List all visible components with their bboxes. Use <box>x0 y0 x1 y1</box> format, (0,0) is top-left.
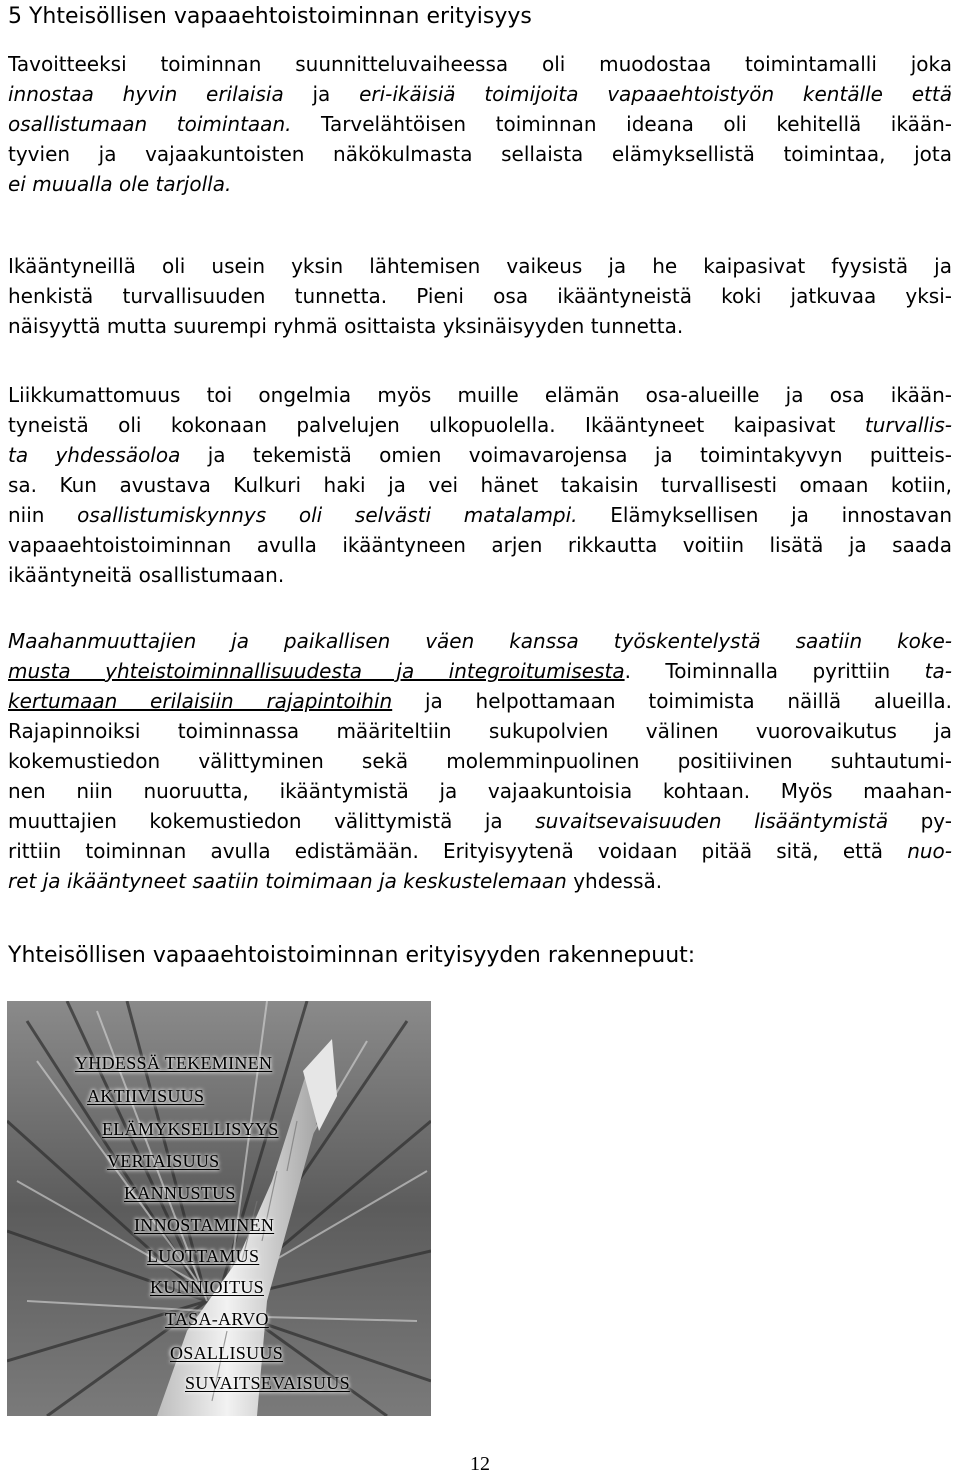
building-block-word: SUVAITSEVAISUUS <box>185 1373 350 1393</box>
paragraph-line <box>8 746 952 776</box>
text-run: niin <box>8 503 78 527</box>
paragraph-line <box>8 560 952 590</box>
emphasis-text: osallistumiskynnys oli selvästi matalampi. <box>77 503 578 527</box>
text-run: nen niin nuoruutta, ikääntymistä ja vajaakuntoisia kohtaan. Myös maahan- <box>8 779 952 803</box>
text-run: Tavoitteeksi toiminnan suunnitteluvaiheessa oli muodostaa toimintamalli joka <box>8 52 952 76</box>
emphasis-text: nuo- <box>907 839 952 863</box>
paragraph-line <box>8 626 952 656</box>
emphasis-text: musta yhteistoiminnallisuudesta ja integroitumisesta <box>8 659 625 683</box>
text-run: tyneistä oli kokonaan palvelujen ulkopuolella. Ikääntyneet kaipasivat <box>8 413 865 437</box>
building-block-word: KUNNIOITUS <box>150 1277 264 1297</box>
emphasis-text: ta- <box>924 659 952 683</box>
paragraph-line <box>8 281 952 311</box>
building-blocks-heading: Yhteisöllisen vapaaehtoistoiminnan erityisyyden rakennepuut: <box>8 943 696 968</box>
paragraph-line <box>8 716 952 746</box>
emphasis-text: ei muualla ole tarjolla. <box>8 172 232 196</box>
building-block-word: OSALLISUUS <box>170 1343 284 1363</box>
paragraph-line <box>8 686 952 716</box>
paragraph-line <box>8 251 952 281</box>
text-run: Rajapinnoiksi toiminnassa määriteltiin sukupolvien välinen vuorovaikutus ja <box>8 719 952 743</box>
text-run: . Toiminnalla pyrittiin <box>624 659 925 683</box>
building-block-word: INNOSTAMINEN <box>134 1215 275 1235</box>
text-run: kokemustiedon välittyminen sekä molemminpuolinen positiivinen suhtautumi- <box>8 749 952 773</box>
paragraph-line <box>8 109 952 139</box>
emphasis-text: ret ja ikääntyneet saatiin toimimaan ja keskustelemaan <box>8 869 567 893</box>
paragraph-line <box>8 530 952 560</box>
emphasis-text: eri-ikäisiä toimijoita vapaaehtoistyön kentälle että <box>359 82 952 106</box>
text-run: Ikääntyneillä oli usein yksin lähtemisen vaikeus ja he kaipasivat fyysistä ja <box>8 254 952 278</box>
text-run: tyvien ja vajaakuntoisten näkökulmasta sellaista elämyksellistä toimintaa, jota <box>8 142 952 166</box>
paragraph-line <box>8 500 952 530</box>
paragraph-line <box>8 836 952 866</box>
building-block-word: TASA-ARVO <box>165 1309 269 1329</box>
text-run: ja helpottamaan toimimista näillä alueilla. <box>392 689 952 713</box>
section-heading: 5 Yhteisöllisen vapaaehtoistoiminnan erityisyys <box>8 4 532 29</box>
building-block-word: AKTIIVISUUS <box>87 1086 205 1106</box>
emphasis-text: innostaa hyvin erilaisia <box>8 82 284 106</box>
paragraph-line <box>8 139 952 169</box>
paragraph-line <box>8 440 952 470</box>
paragraph-line <box>8 79 952 109</box>
text-run: rittiin toiminnan avulla edistämään. Erityisyytenä voidaan pitää sitä, että <box>8 839 908 863</box>
text-run: Elämyksellisen ja innostavan <box>577 503 952 527</box>
paragraph-3 <box>8 380 952 590</box>
building-blocks-list <box>7 1001 431 1416</box>
paragraph-line <box>8 311 952 341</box>
paragraph-2 <box>8 251 952 341</box>
text-run: sa. Kun avustava Kulkuri haki ja vei hänet takaisin turvallisesti omaan kotiin, <box>8 473 952 497</box>
text-run: yhdessä. <box>566 869 663 893</box>
emphasis-text: turvallis- <box>864 413 952 437</box>
text-run: henkistä turvallisuuden tunnetta. Pieni osa ikääntyneistä koki jatkuvaa yksi- <box>8 284 952 308</box>
paragraph-1 <box>8 49 952 199</box>
paragraph-line <box>8 169 952 199</box>
paragraph-line <box>8 49 952 79</box>
paragraph-line <box>8 866 952 896</box>
building-block-word: KANNUSTUS <box>124 1183 236 1203</box>
building-block-word: ELÄMYKSELLISYYS <box>102 1119 279 1139</box>
emphasis-text: Maahanmuuttajien ja paikallisen väen kanssa työskentelystä saatiin koke- <box>8 629 952 653</box>
building-block-word: VERTAISUUS <box>107 1151 220 1171</box>
building-block-word: LUOTTAMUS <box>147 1246 260 1266</box>
text-run: py- <box>888 809 952 833</box>
paragraph-line <box>8 380 952 410</box>
paragraph-4 <box>8 626 952 896</box>
emphasis-text: osallistumaan toimintaan. <box>8 112 292 136</box>
emphasis-text: ta yhdessäoloa <box>8 443 181 467</box>
emphasis-text: kertumaan erilaisiin rajapintoihin <box>8 689 393 713</box>
emphasis-text: suvaitsevaisuuden lisääntymistä <box>535 809 889 833</box>
text-run: vapaaehtoistoiminnan avulla ikääntyneen arjen rikkautta voitiin lisätä ja saada <box>8 533 952 557</box>
building-block-word: YHDESSÄ TEKEMINEN <box>75 1053 273 1073</box>
text-run: ja <box>283 82 360 106</box>
paragraph-line <box>8 410 952 440</box>
paragraph-line <box>8 776 952 806</box>
paragraph-line <box>8 470 952 500</box>
text-run: Tarvelähtöisen toiminnan ideana oli kehitellä ikään- <box>291 112 952 136</box>
tree-photo <box>7 1001 431 1416</box>
text-run: muuttajien kokemustiedon välittymistä ja <box>8 809 536 833</box>
paragraph-line <box>8 806 952 836</box>
page-number: 12 <box>470 1453 490 1475</box>
paragraph-line <box>8 656 952 686</box>
text-run: ja tekemistä omien voimavarojensa ja toimintakyvyn puitteis- <box>180 443 952 467</box>
text-run: ikääntyneitä osallistumaan. <box>8 563 285 587</box>
text-run: näisyyttä mutta suurempi ryhmä osittaista yksinäisyyden tunnetta. <box>8 314 684 338</box>
text-run: Liikkumattomuus toi ongelmia myös muille elämän osa-alueille ja osa ikään- <box>8 383 952 407</box>
